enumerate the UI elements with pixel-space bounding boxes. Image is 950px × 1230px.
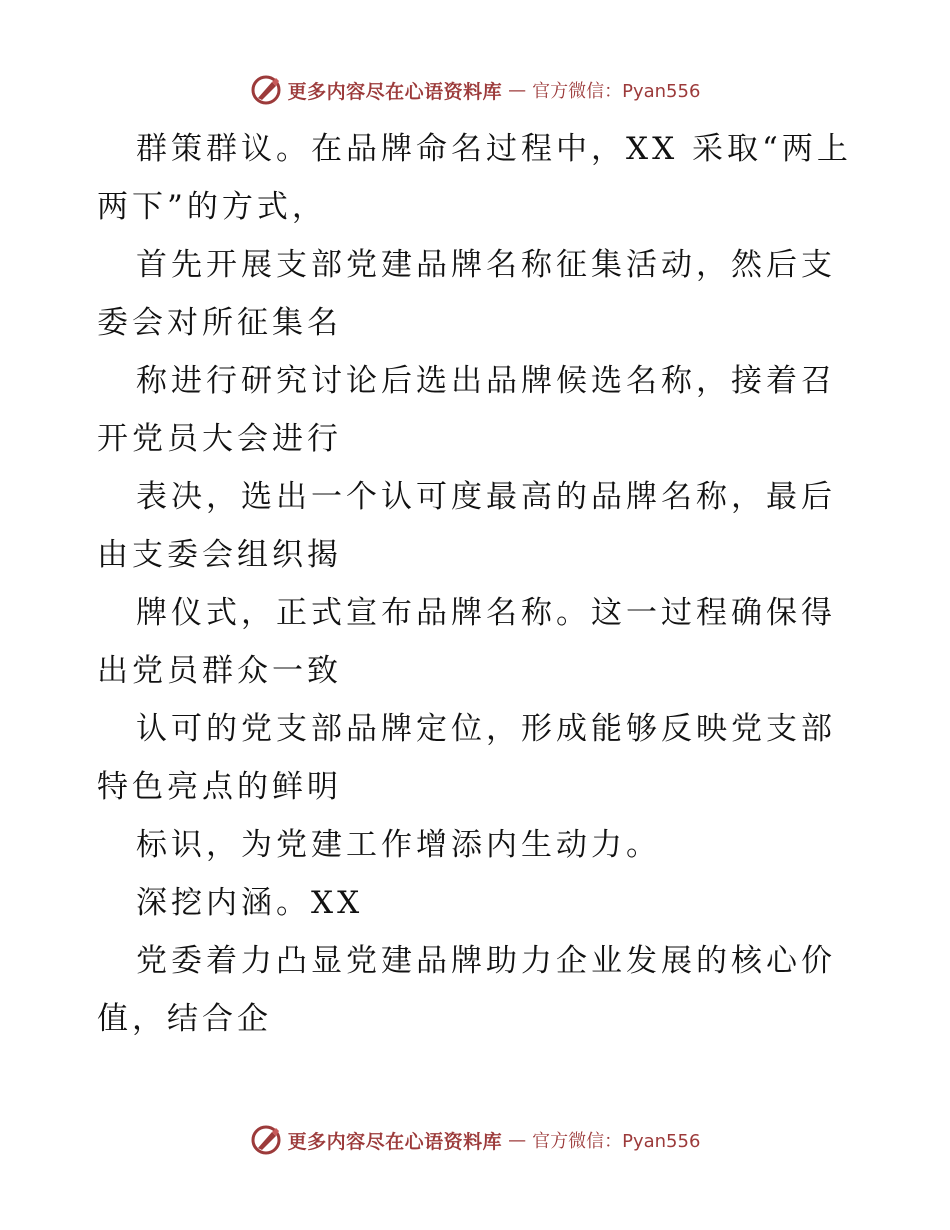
header-watermark-banner: [0, 70, 950, 110]
paragraph: 群策群议。在品牌命名过程中，XX 采取“两上两下”的方式，: [97, 131, 852, 225]
paragraph: 认可的党支部品牌定位，形成能够反映党支部特色亮点的鲜明: [97, 711, 836, 805]
paragraph: 表决，选出一个认可度最高的品牌名称，最后由支委会组织揭: [97, 479, 836, 573]
banner-dash: —: [508, 79, 527, 101]
banner-brand-text: 更多内容尽在心语资料库: [287, 80, 503, 103]
banner-dash: —: [508, 1129, 527, 1151]
pen-logo-icon: [250, 1124, 282, 1156]
banner-wechat-text: 官方微信：Pyan556: [532, 1131, 701, 1152]
banner-wechat-text: 官方微信：Pyan556: [532, 81, 701, 102]
paragraph: 党委着力凸显党建品牌助力企业发展的核心价值，结合企: [97, 943, 836, 1037]
paragraph: 称进行研究讨论后选出品牌候选名称，接着召开党员大会进行: [97, 363, 836, 457]
pen-logo-icon: [250, 74, 282, 106]
document-body: [97, 120, 857, 1048]
banner-brand-text: 更多内容尽在心语资料库: [287, 1130, 503, 1153]
paragraph: 首先开展支部党建品牌名称征集活动，然后支委会对所征集名: [97, 247, 836, 341]
paragraph: 深挖内涵。XX: [136, 885, 364, 921]
footer-watermark-banner: [0, 1120, 950, 1160]
paragraph: 标识，为党建工作增添内生动力。: [136, 827, 661, 863]
paragraph: 牌仪式，正式宣布品牌名称。这一过程确保得出党员群众一致: [97, 595, 836, 689]
